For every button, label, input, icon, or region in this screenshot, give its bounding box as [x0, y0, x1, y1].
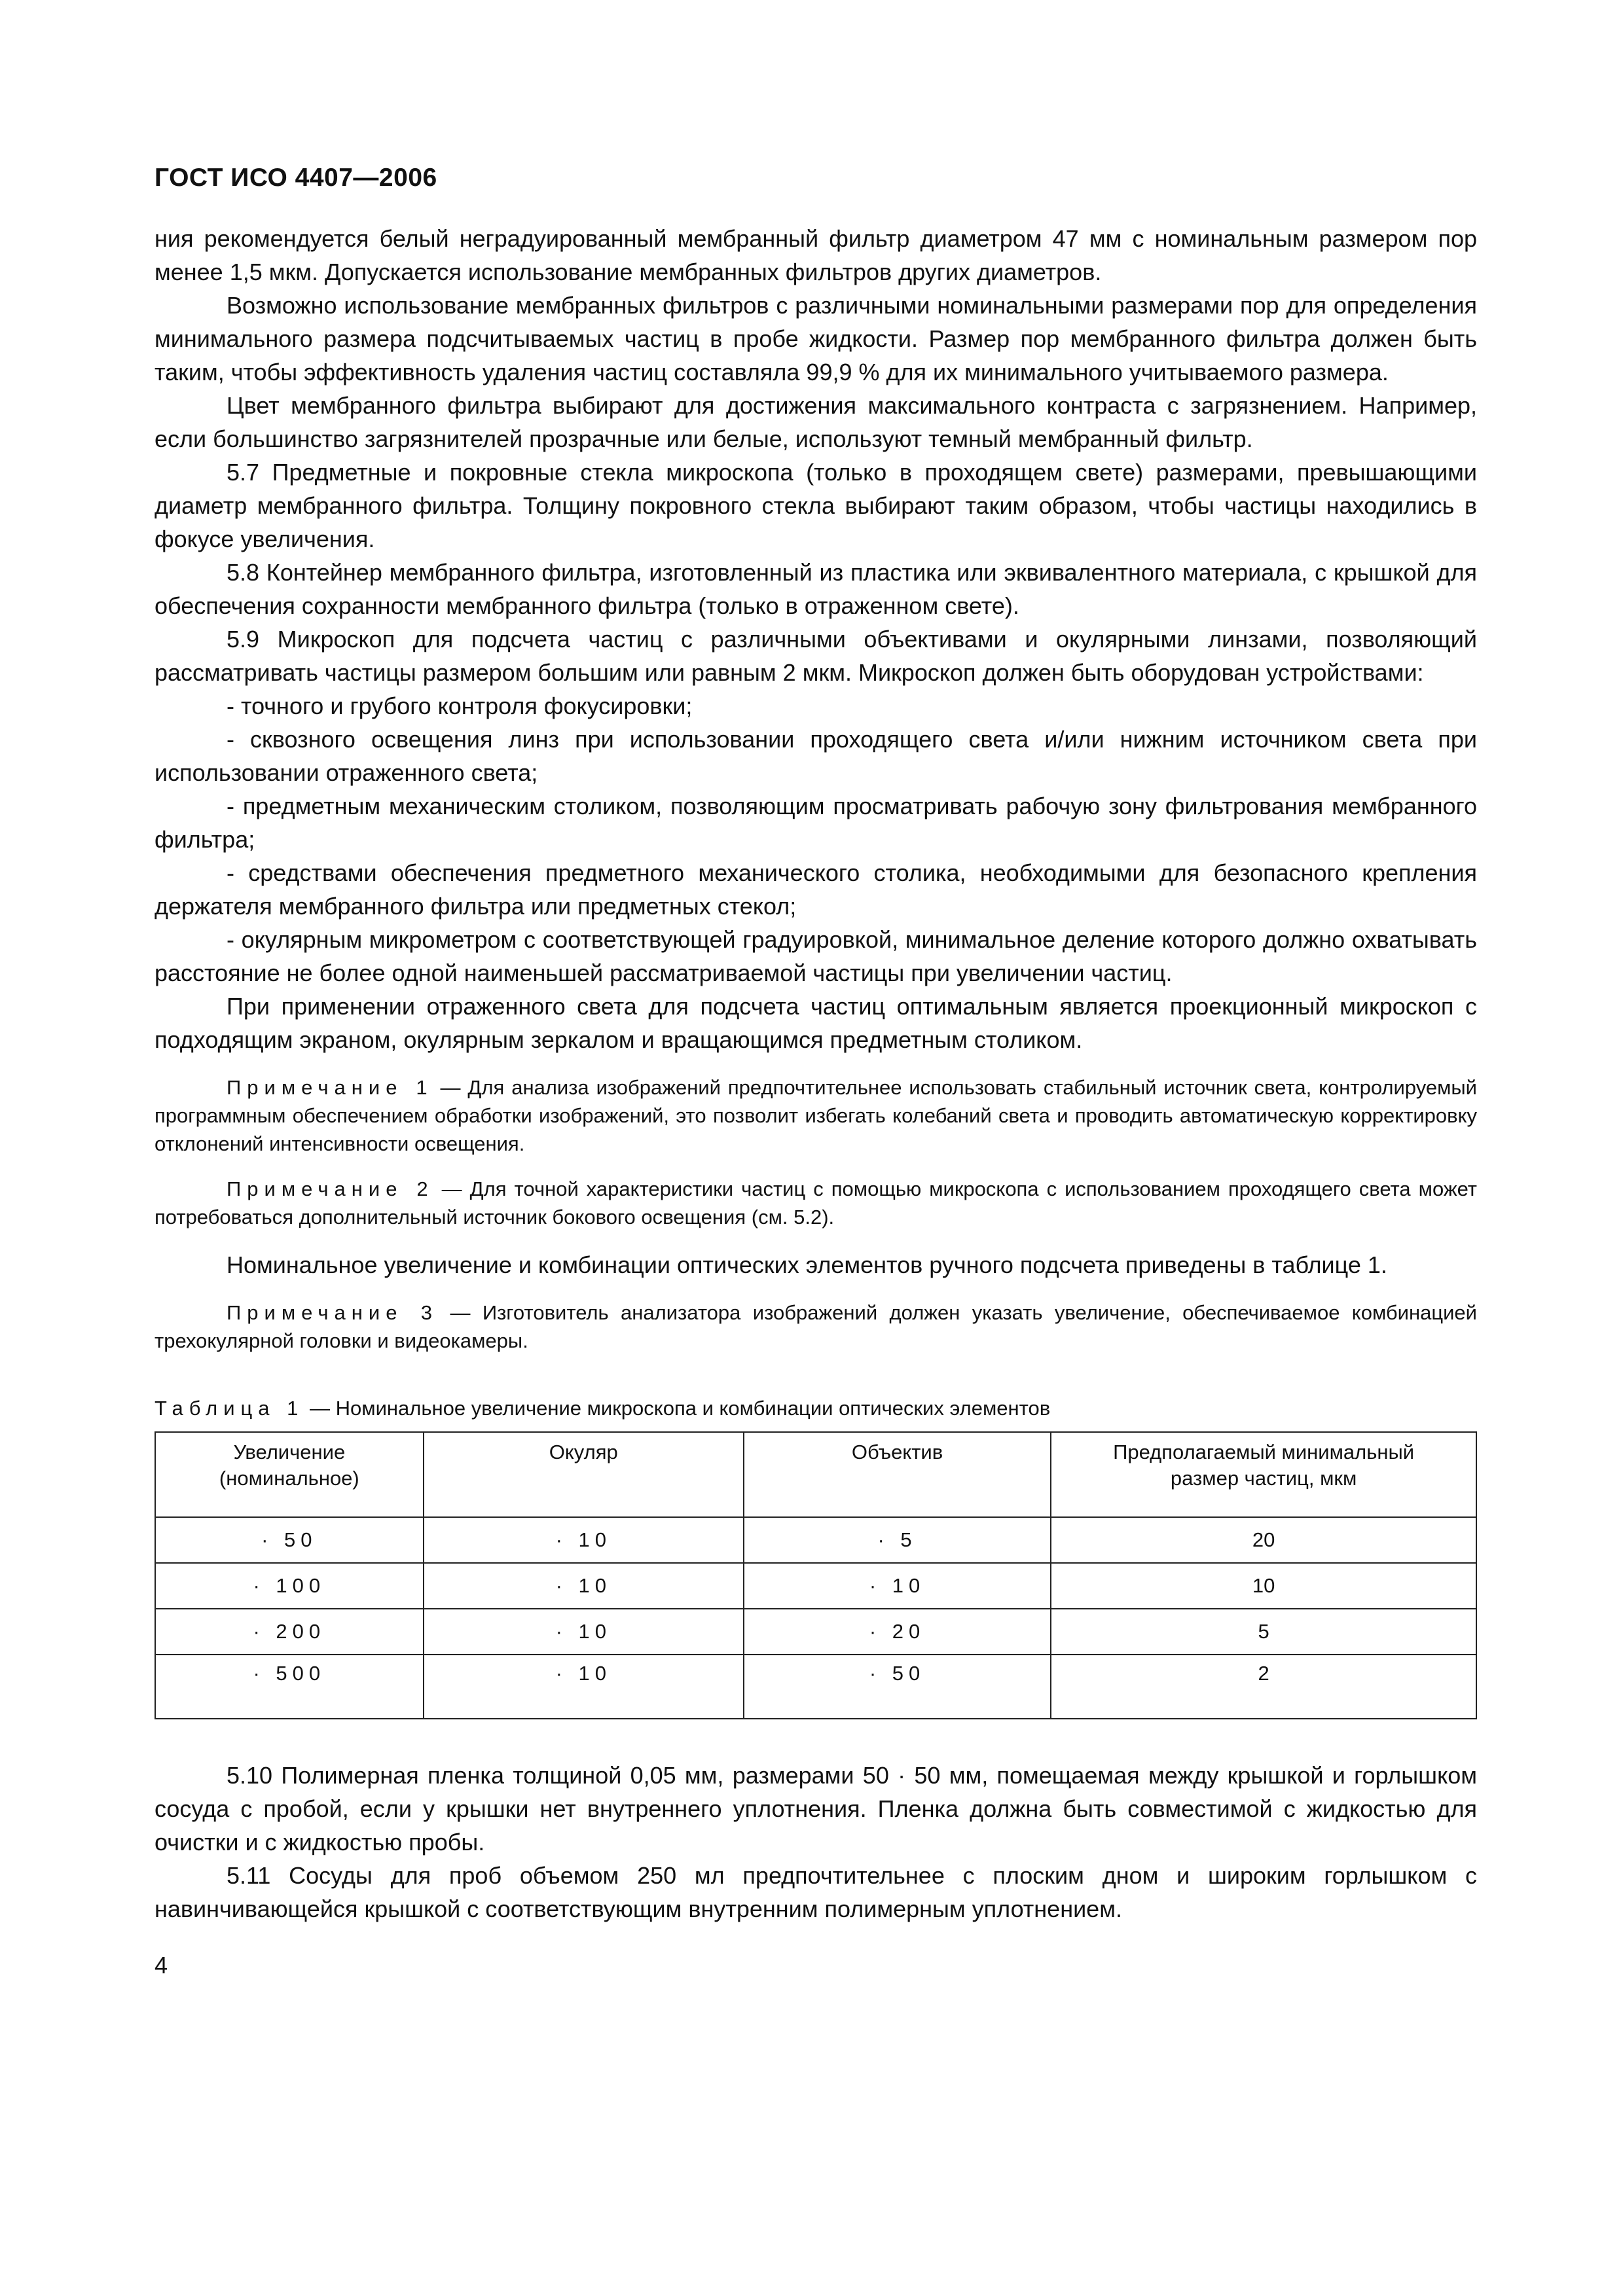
table-cell: · 50 [744, 1655, 1051, 1719]
paragraph: Возможно использование мембранных фильтров с различными номинальными размерами пор для определения минимального размера подсчитываемых частиц в пробе жидкости. Размер пор мембранного фильтра должен быть таким, чтобы эффективность удаления частиц составляла 99,9 % для их минимального учитываемого размера. [155, 292, 1477, 386]
table-row [155, 1517, 1476, 1563]
table-caption-text: — Номинальное увеличение микроскопа и комбинации оптических элементов [304, 1397, 1051, 1420]
note-3-prefix: Примечание 3 [227, 1301, 439, 1324]
table-cell: · 10 [424, 1655, 744, 1719]
table-cell: · 10 [424, 1563, 744, 1609]
paragraph: При применении отраженного света для подсчета частиц оптимальным является проекционный микроскоп с подходящим экраном, окулярным зеркалом и вращающимся предметным столиком. [155, 993, 1477, 1053]
paragraph: ния рекомендуется белый неградуированный мембранный фильтр диаметром 47 мм с номинальным размером пор менее 1,5 мкм. Допускается использование мембранных фильтров других диаметров. [155, 225, 1477, 285]
table-cell: 2 [1051, 1655, 1476, 1719]
note-2-prefix: Примечание 2 [227, 1177, 434, 1200]
column-header-objective: Объектив [744, 1432, 1051, 1517]
note-2-text: — Для точной характеристики частиц с помощью микроскопа с использованием проходящего света может потребоваться дополнительный источник бокового освещения (см. 5.2). [155, 1177, 1477, 1229]
magnification-table [155, 1431, 1477, 1719]
table-row [155, 1655, 1476, 1719]
list-item: - окулярным микрометром с соответствующей градуировкой, минимальное деление которого должно охватывать расстояние не более одной наименьшей рассматриваемой частицы при увеличении частиц. [155, 926, 1477, 986]
paragraph-5-9: 5.9 Микроскоп для подсчета частиц с различными объективами и окулярными линзами, позволяющий рассматривать частицы размером большим или равным 2 мкм. Микроскоп должен быть оборудован устройствами: [155, 626, 1477, 686]
table-cell: 20 [1051, 1517, 1476, 1563]
table-caption-prefix: Таблица 1 [155, 1397, 304, 1420]
table-caption [155, 1394, 1477, 1422]
table-cell: 5 [1051, 1609, 1476, 1655]
column-header-eyepiece: Окуляр [424, 1432, 744, 1517]
page-number: 4 [155, 1952, 168, 1979]
paragraph-table-ref: Номинальное увеличение и комбинации оптических элементов ручного подсчета приведены в таблице 1. [227, 1251, 1387, 1278]
table-cell: · 10 [424, 1609, 744, 1655]
table-cell: · 20 [744, 1609, 1051, 1655]
paragraph: Цвет мембранного фильтра выбирают для достижения максимального контраста с загрязнением. Например, если большинство загрязнителей прозрачные или белые, используют темный мембранный фильтр. [155, 392, 1477, 452]
table-cell: · 50 [155, 1517, 424, 1563]
paragraph-5-7: 5.7 Предметные и покровные стекла микроскопа (только в проходящем свете) размерами, превышающими диаметр мембранного фильтра. Толщину покровного стекла выбирают таким образом, чтобы частицы находились в фокусе увеличения. [155, 459, 1477, 552]
document-header: ГОСТ ИСО 4407—2006 [155, 164, 437, 192]
table-cell: · 500 [155, 1655, 424, 1719]
list-item: - сквозного освещения линз при использовании проходящего света и/или нижним источником света при использовании отраженного света; [155, 726, 1477, 786]
paragraph-5-11: 5.11 Сосуды для проб объемом 250 мл предпочтительнее с плоским дном и широким горлышком с навинчивающейся крышкой с соответствующим внутренним полимерным уплотнением. [155, 1862, 1477, 1922]
note-1-prefix: Примечание 1 [227, 1076, 433, 1099]
column-header-magnification: Увеличение (номинальное) [155, 1432, 424, 1517]
note-2 [155, 1175, 1477, 1231]
column-header-particle-size: Предполагаемый минимальный размер частиц, мкм [1051, 1432, 1476, 1517]
table-row [155, 1609, 1476, 1655]
note-1-text: — Для анализа изображений предпочтительнее использовать стабильный источник света, контролируемый программным обеспечением обработки изображений, это позволит избегать колебаний света и проводить автоматическую корректировку отклонений интенсивности освещения. [155, 1076, 1477, 1155]
note-3 [155, 1299, 1477, 1355]
list-item: - точного и грубого контроля фокусировки; [227, 692, 693, 719]
table-cell: · 5 [744, 1517, 1051, 1563]
paragraph-5-8: 5.8 Контейнер мембранного фильтра, изготовленный из пластика или эквивалентного материала, с крышкой для обеспечения сохранности мембранного фильтра (только в отраженном свете). [155, 559, 1477, 619]
table-row [155, 1563, 1476, 1609]
table-cell: · 10 [744, 1563, 1051, 1609]
note-1 [155, 1073, 1477, 1158]
table-header-row [155, 1432, 1476, 1517]
table-cell: 10 [1051, 1563, 1476, 1609]
paragraph-5-10: 5.10 Полимерная пленка толщиной 0,05 мм, размерами 50 · 50 мм, помещаемая между крышкой и горлышком сосуда с пробой, если у крышки нет внутреннего уплотнения. Пленка должна быть совместимой с жидкостью для очистки и с жидкостью пробы. [155, 1762, 1477, 1856]
list-item: - предметным механическим столиком, позволяющим просматривать рабочую зону фильтрования мембранного фильтра; [155, 793, 1477, 853]
note-3-text: — Изготовитель анализатора изображений должен указать увеличение, обеспечиваемое комбинацией трехокулярной головки и видеокамеры. [155, 1301, 1477, 1352]
table-cell: · 200 [155, 1609, 424, 1655]
table-cell: · 10 [424, 1517, 744, 1563]
table-cell: · 100 [155, 1563, 424, 1609]
document-page [155, 164, 1477, 1979]
list-item: - средствами обеспечения предметного механического столика, необходимыми для безопасного крепления держателя мембранного фильтра или предметных стекол; [155, 859, 1477, 920]
